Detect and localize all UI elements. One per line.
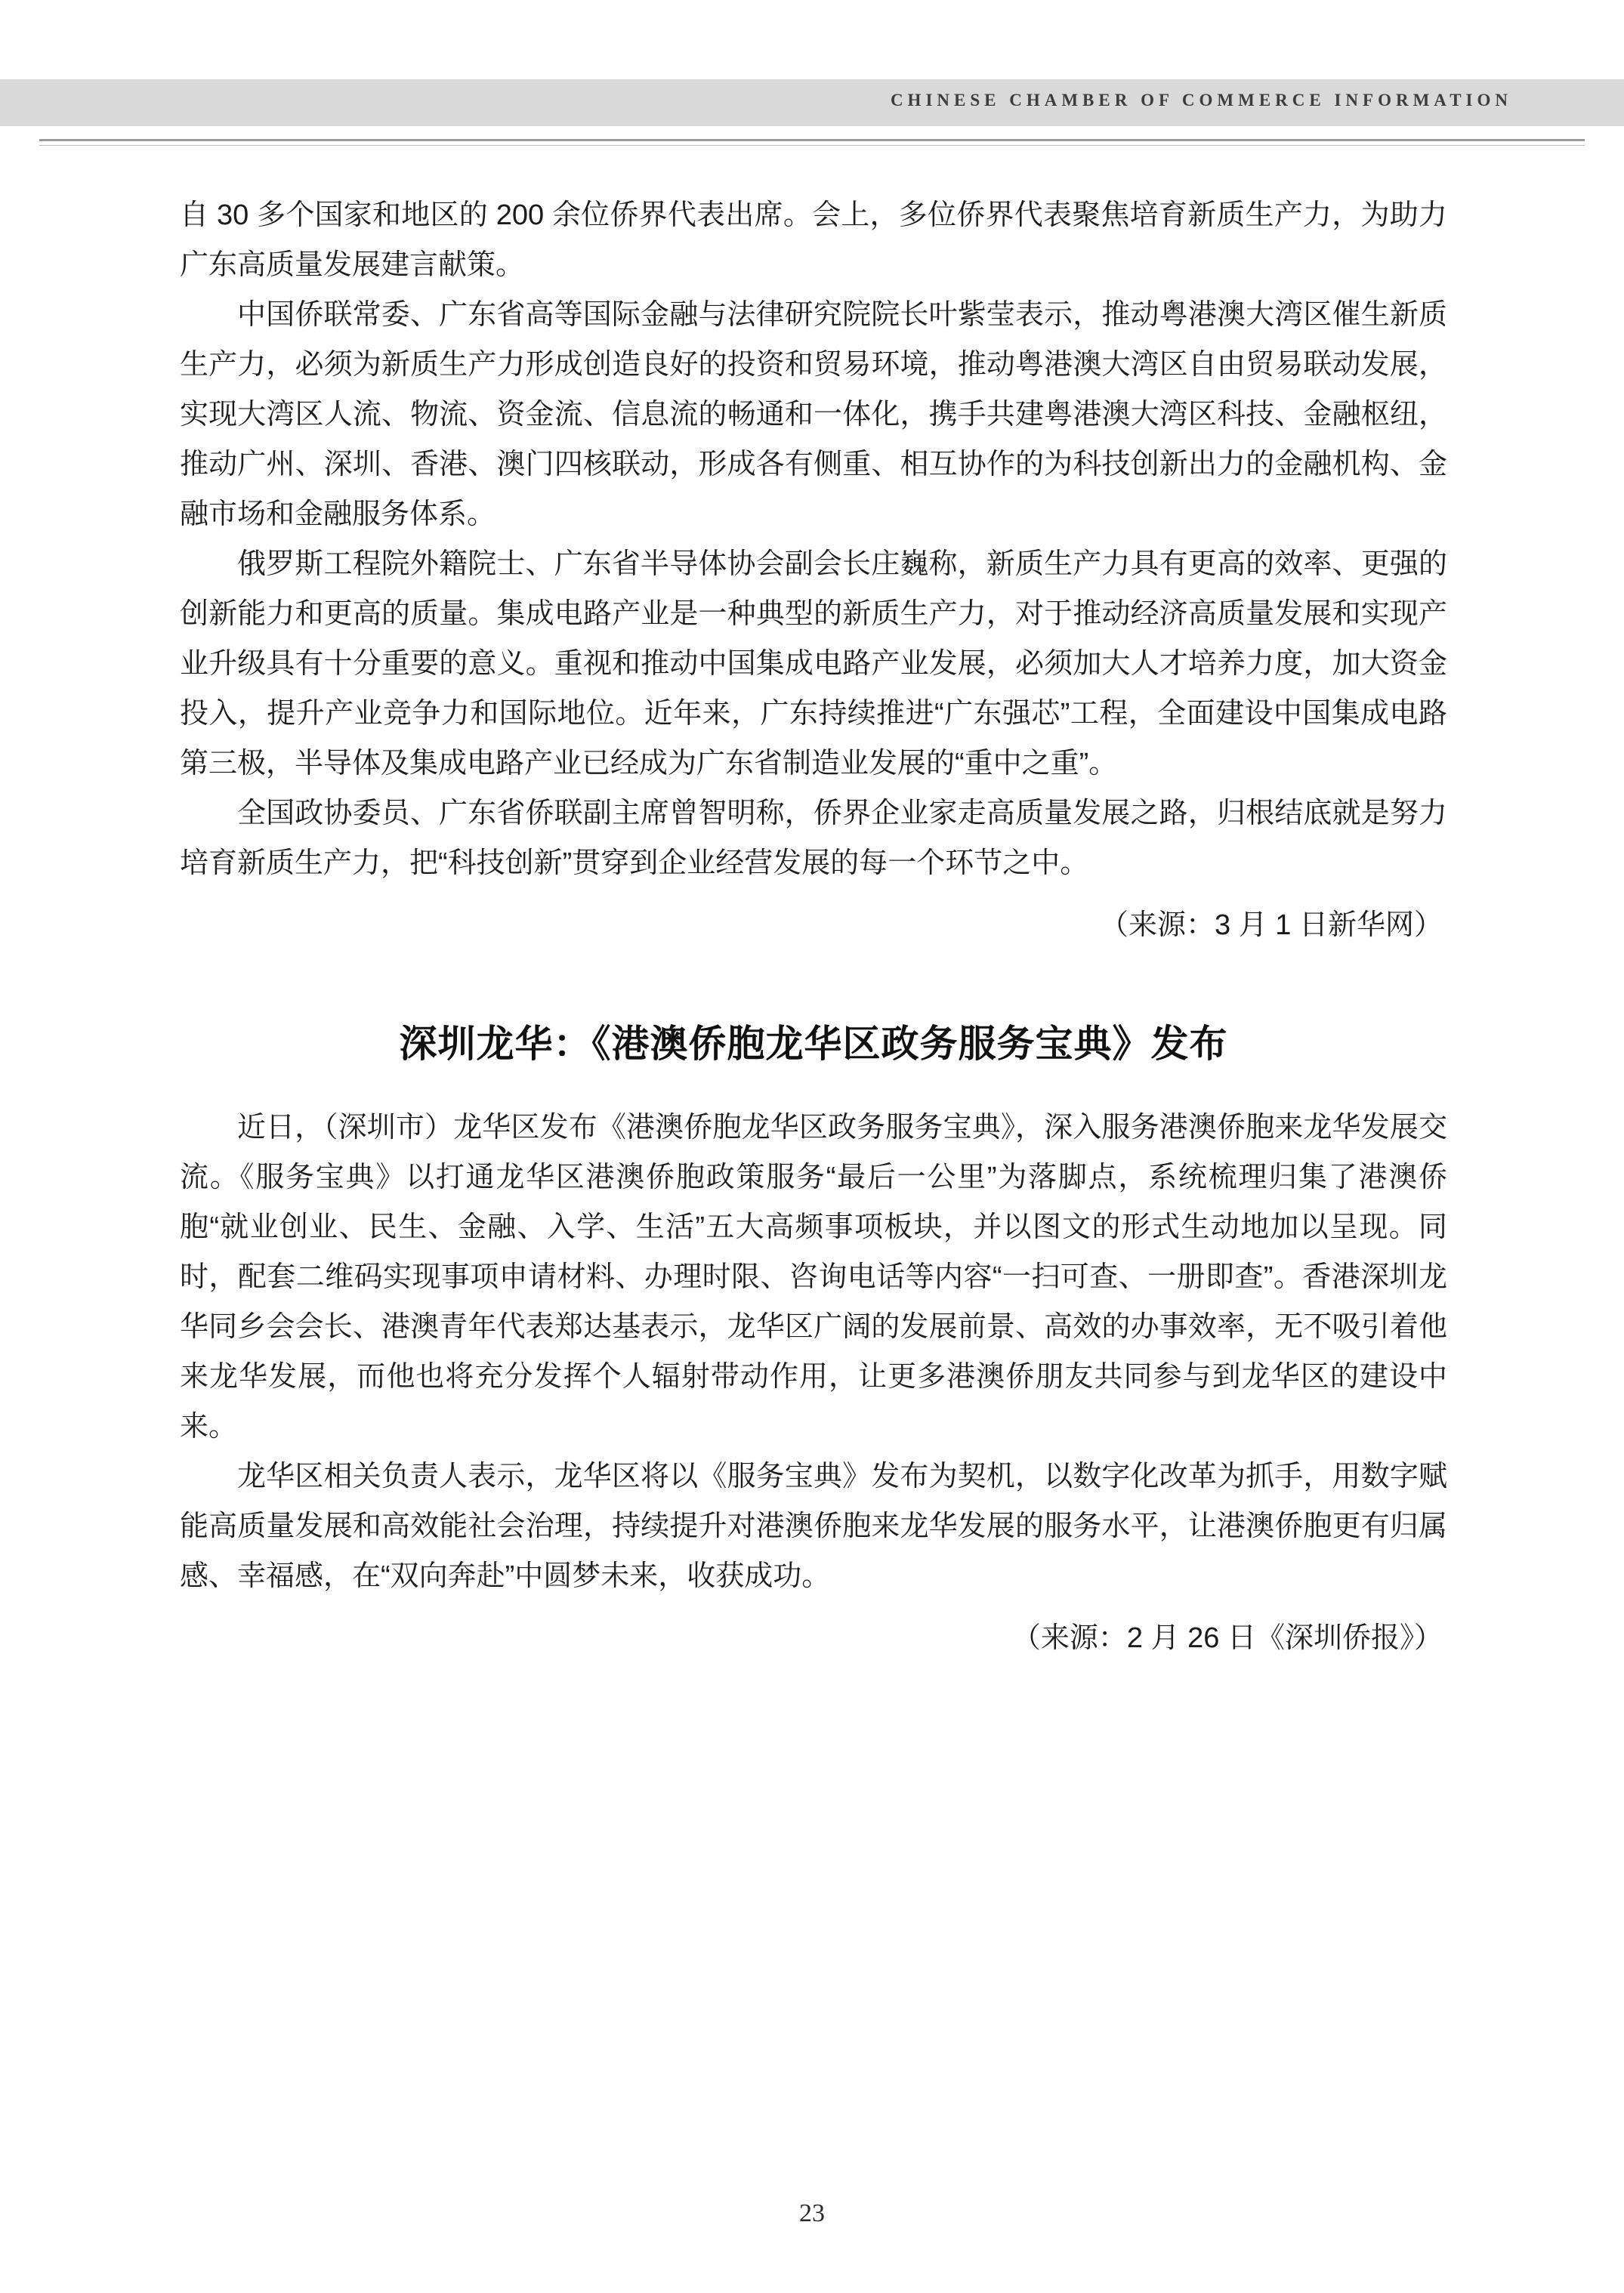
paragraph: 俄罗斯工程院外籍院士、广东省半导体协会副会长庄巍称，新质生产力具有更高的效率、更强的创新能力和更高的质量。集成电路产业是一种典型的新质生产力，对于推动经济高质量发展和实现产业升级具有十分重要的意义。重视和推动中国集成电路产业发展，必须加大人才培养力度，加大资金投入，提升产业竞争力和国际地位。近年来，广东持续推进“广东强芯”工程，全面建设中国集成电路第三极，半导体及集成电路产业已经成为广东省制造业发展的“重中之重”。 [180,548,1447,779]
source-attribution: （来源：3 月 1 日新华网） [1100,909,1443,941]
paragraph: 龙华区相关负责人表示，龙华区将以《服务宝典》发布为契机，以数字化改革为抓手，用数字赋能高质量发展和高效能社会治理，持续提升对港澳侨胞来龙华发展的服务水平，让港澳侨胞更有归属感、幸福感，在“双向奔赴”中圆梦未来，收获成功。 [180,1461,1447,1592]
header-rule [39,139,1585,141]
spacer [180,1071,1447,1103]
paragraph: 全国政协委员、广东省侨联副主席曾智明称，侨界企业家走高质量发展之路，归根结底就是努力培育新质生产力，把“科技创新”贯穿到企业经营发展的每一个环节之中。 [180,798,1447,879]
paragraph: 近日，（深圳市）龙华区发布《港澳侨胞龙华区政务服务宝典》，深入服务港澳侨胞来龙华发展交流。《服务宝典》以打通龙华区港澳侨胞政策服务“最后一公里”为落脚点，系统梳理归集了港澳侨胞“就业创业、民生、金融、入学、生活”五大高频事项板块，并以图文的形式生动地加以呈现。同时，配套二维码实现事项申请材料、办理时限、咨询电话等内容“一扫可查、一册即查”。香港深圳龙华同乡会会长、港澳青年代表郑达基表示，龙华区广阔的发展前景、高效的办事效率，无不吸引着他来龙华发展，而他也将充分发挥个人辐射带动作用，让更多港澳侨朋友共同参与到龙华区的建设中来。 [180,1112,1447,1443]
header-rule-secondary [39,145,1585,146]
spacer [180,950,1447,1017]
article-title: 深圳龙华：《港澳侨胞龙华区政务服务宝典》发布 [399,1023,1228,1065]
page-number: 23 [799,2199,825,2227]
spacer [180,888,1447,900]
paragraph: 中国侨联常委、广东省高等国际金融与法律研究院院长叶紫莹表示，推动粤港澳大湾区催生新质生产力，必须为新质生产力形成创造良好的投资和贸易环境，推动粤港澳大湾区自由贸易联动发展，实现大湾区人流、物流、资金流、信息流的畅通和一体化，携手共建粤港澳大湾区科技、金融枢纽，推动广州、深圳、香港、澳门四核联动，形成各有侧重、相互协作的为科技创新出力的金融机构、金融市场和金融服务体系。 [180,299,1447,530]
source-attribution: （来源：2 月 26 日《深圳侨报》） [1011,1622,1443,1654]
running-head: CHINESE CHAMBER OF COMMERCE INFORMATION [890,91,1512,110]
spacer [180,1601,1447,1613]
article-content [180,190,1447,1663]
paragraph-continuation: 自 30 多个国家和地区的 200 余位侨界代表出席。会上，多位侨界代表聚焦培育新质生产力，为助力广东高质量发展建言献策。 [180,199,1447,281]
